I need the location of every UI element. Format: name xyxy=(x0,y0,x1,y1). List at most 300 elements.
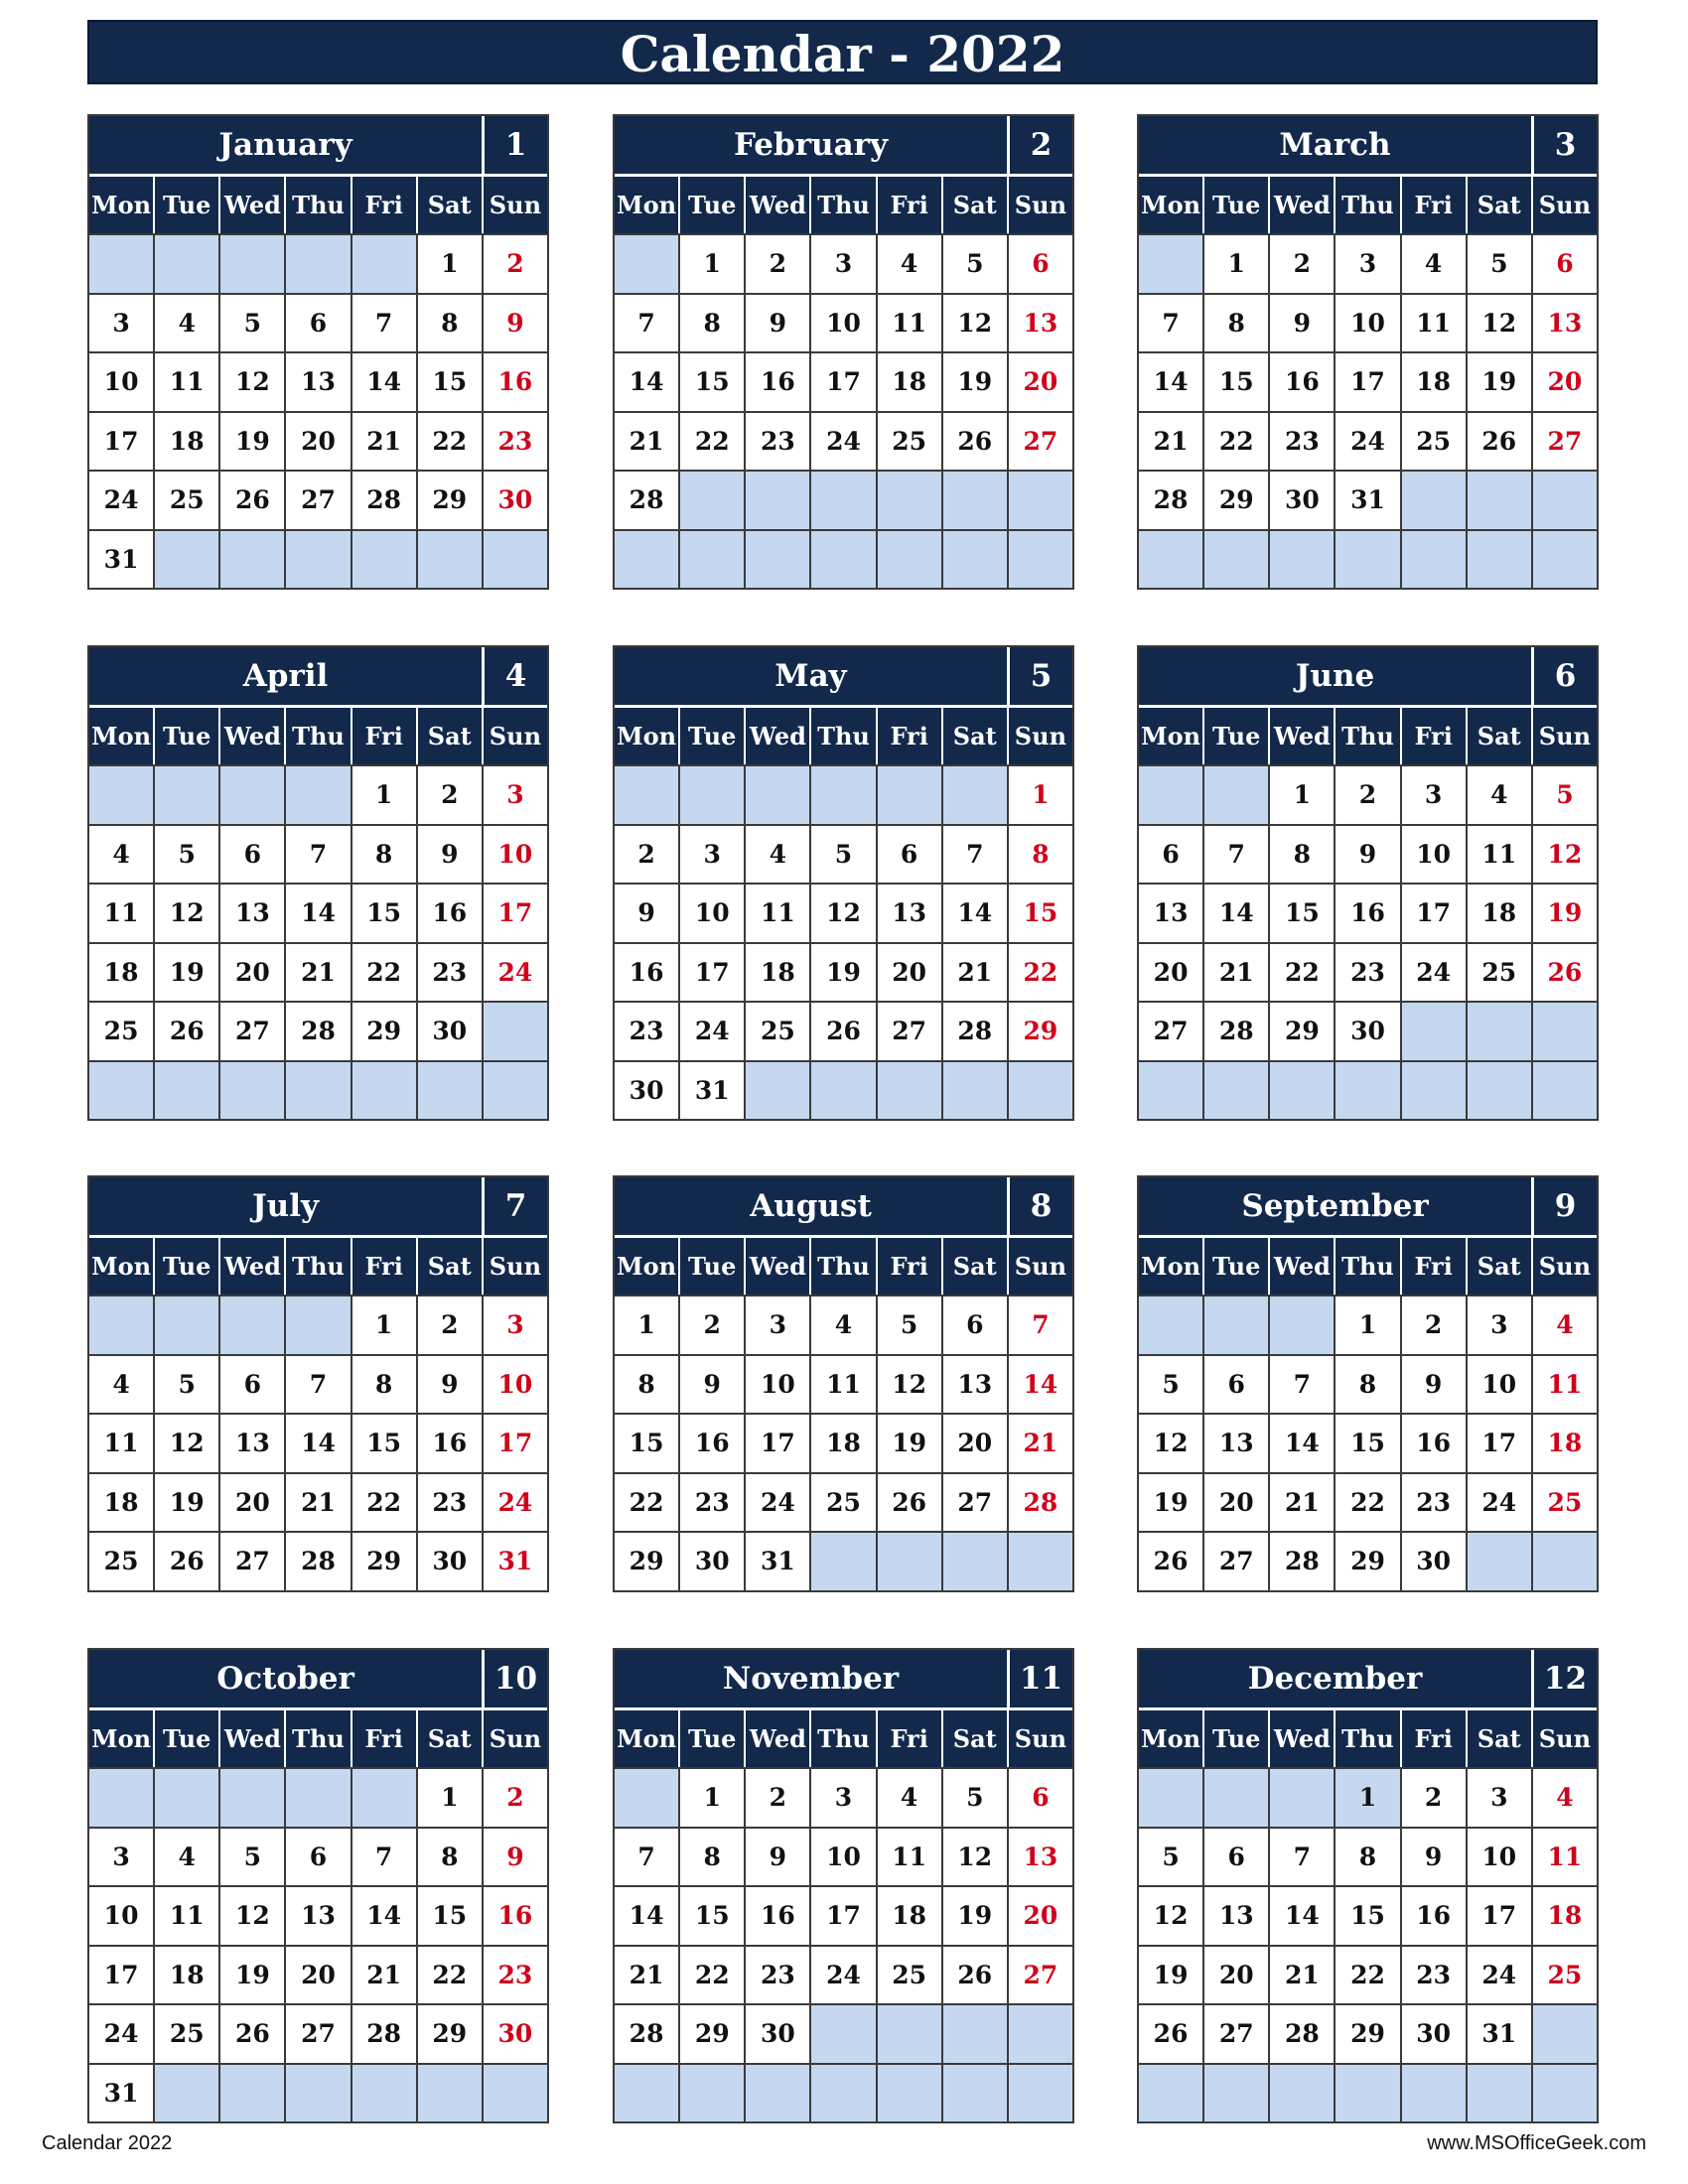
page-title: Calendar - 2022 xyxy=(87,20,1598,84)
footer-website-link[interactable]: www.MSOfficeGeek.com xyxy=(1427,2132,1646,2154)
empty-day-cell xyxy=(352,235,418,293)
day-cell: 11 xyxy=(878,1829,943,1886)
empty-day-cell xyxy=(1009,472,1072,529)
empty-day-cell xyxy=(220,1769,286,1827)
day-cell: 11 xyxy=(155,353,220,411)
weekday-tue: Tue xyxy=(1204,177,1270,233)
day-cell: 27 xyxy=(1023,426,1058,456)
week-row xyxy=(615,1885,1072,1945)
day-cell: 12 xyxy=(878,1356,943,1414)
day-cell: 30 xyxy=(615,1062,680,1120)
week-row xyxy=(1139,1472,1597,1532)
day-cell: 20 xyxy=(943,1415,1009,1472)
weekday-header-row xyxy=(1139,174,1597,233)
day-cell: 14 xyxy=(1270,1415,1336,1472)
empty-day-cell xyxy=(89,235,155,293)
weekday-tue: Tue xyxy=(155,1710,220,1767)
empty-day-cell xyxy=(811,766,877,824)
month-header xyxy=(89,1650,547,1707)
day-cell: 31 xyxy=(497,1547,533,1575)
day-cell: 18 xyxy=(1402,353,1468,411)
week-row xyxy=(1139,824,1597,884)
day-cell: 14 xyxy=(1023,1369,1058,1399)
day-cell: 18 xyxy=(1468,885,1533,942)
day-cell: 15 xyxy=(1336,1887,1401,1945)
day-cell: 26 xyxy=(155,1003,220,1060)
weekday-header-row xyxy=(615,174,1072,233)
day-cell: 20 xyxy=(1023,367,1058,396)
day-cell: 5 xyxy=(155,826,220,884)
day-cell: 9 xyxy=(506,308,524,338)
weekday-header-row xyxy=(89,705,547,764)
day-cell: 25 xyxy=(1547,1960,1583,1989)
empty-day-cell xyxy=(1468,1062,1533,1120)
weekday-tue: Tue xyxy=(1204,708,1270,764)
empty-day-cell xyxy=(1009,531,1072,589)
day-cell: 19 xyxy=(155,1474,220,1532)
day-cell: 2 xyxy=(506,249,524,278)
empty-day-cell xyxy=(878,2065,943,2122)
week-row xyxy=(89,2003,547,2063)
day-cell: 18 xyxy=(89,1474,155,1532)
empty-day-cell xyxy=(1533,1533,1597,1590)
empty-day-cell xyxy=(943,472,1009,529)
week-row xyxy=(615,942,1072,1002)
empty-day-cell xyxy=(1468,2065,1533,2122)
day-cell: 26 xyxy=(811,1003,877,1060)
day-cell: 1 xyxy=(615,1297,680,1354)
day-cell: 10 xyxy=(497,839,533,869)
day-cell: 8 xyxy=(1336,1829,1401,1886)
day-cell: 14 xyxy=(352,353,418,411)
day-cell: 10 xyxy=(1402,826,1468,884)
day-cell: 8 xyxy=(615,1356,680,1414)
weekday-sun: Sun xyxy=(1538,191,1592,219)
month-number: 12 xyxy=(1543,1661,1588,1697)
day-cell: 22 xyxy=(1023,957,1058,987)
day-cell: 14 xyxy=(286,1415,352,1472)
day-cell: 27 xyxy=(1204,1533,1270,1590)
day-cell: 22 xyxy=(352,1474,418,1532)
empty-day-cell xyxy=(1139,531,1204,589)
empty-day-cell xyxy=(1009,1062,1072,1120)
day-cell: 4 xyxy=(811,1297,877,1354)
week-row xyxy=(1139,942,1597,1002)
empty-day-cell xyxy=(811,2065,877,2122)
day-cell: 26 xyxy=(943,1947,1009,2004)
day-cell: 12 xyxy=(1139,1887,1204,1945)
weekday-wed: Wed xyxy=(746,708,811,764)
day-cell: 1 xyxy=(352,1297,418,1354)
week-row xyxy=(1139,1295,1597,1354)
day-cell: 12 xyxy=(1468,295,1533,352)
day-cell: 11 xyxy=(746,885,811,942)
day-cell: 15 xyxy=(418,1887,484,1945)
day-cell: 22 xyxy=(680,1947,746,2004)
day-cell: 14 xyxy=(1204,885,1270,942)
day-cell: 7 xyxy=(615,295,680,352)
day-cell: 21 xyxy=(1023,1429,1058,1457)
week-row xyxy=(615,1295,1072,1354)
day-cell: 24 xyxy=(89,2005,155,2063)
day-cell: 18 xyxy=(878,1887,943,1945)
day-cell: 16 xyxy=(497,1901,533,1930)
day-cell: 7 xyxy=(1270,1829,1336,1886)
empty-day-cell xyxy=(878,1533,943,1590)
month-name: October xyxy=(89,1650,485,1707)
weekday-sat: Sat xyxy=(418,708,484,764)
empty-day-cell xyxy=(878,1062,943,1120)
empty-day-cell xyxy=(89,766,155,824)
day-cell: 21 xyxy=(1139,413,1204,471)
day-cell: 9 xyxy=(1402,1356,1468,1414)
weekday-sun: Sun xyxy=(1014,1724,1067,1753)
day-cell: 17 xyxy=(497,898,533,927)
empty-day-cell xyxy=(220,531,286,589)
empty-day-cell xyxy=(418,2065,484,2122)
day-cell: 23 xyxy=(418,1474,484,1532)
month-december xyxy=(1137,1648,1599,2123)
empty-day-cell xyxy=(943,1062,1009,1120)
day-cell: 21 xyxy=(615,413,680,471)
day-cell: 25 xyxy=(1547,1487,1583,1517)
empty-day-cell xyxy=(220,235,286,293)
day-cell: 21 xyxy=(1204,944,1270,1002)
day-cell: 16 xyxy=(1270,353,1336,411)
empty-day-cell xyxy=(286,1062,352,1120)
day-cell: 13 xyxy=(1547,308,1583,338)
weekday-wed: Wed xyxy=(1270,177,1336,233)
month-number: 10 xyxy=(493,1661,538,1697)
day-cell: 17 xyxy=(1402,885,1468,942)
day-cell: 29 xyxy=(1270,1003,1336,1060)
week-row xyxy=(89,1945,547,2004)
weekday-header-row xyxy=(89,1707,547,1767)
weekday-tue: Tue xyxy=(1204,1238,1270,1295)
week-row xyxy=(89,824,547,884)
week-row xyxy=(1139,1885,1597,1945)
weekday-wed: Wed xyxy=(746,1238,811,1295)
day-cell: 29 xyxy=(1336,1533,1401,1590)
week-row xyxy=(1139,529,1597,589)
month-header xyxy=(615,1650,1072,1707)
day-cell: 24 xyxy=(811,413,877,471)
empty-day-cell xyxy=(220,1062,286,1120)
day-cell: 16 xyxy=(1402,1887,1468,1945)
weekday-mon: Mon xyxy=(89,708,155,764)
day-cell: 20 xyxy=(220,1474,286,1532)
day-cell: 19 xyxy=(1139,1947,1204,2004)
day-cell: 22 xyxy=(680,413,746,471)
empty-day-cell xyxy=(220,2065,286,2122)
day-cell: 18 xyxy=(878,353,943,411)
day-cell: 28 xyxy=(1270,2005,1336,2063)
week-row xyxy=(89,351,547,411)
day-cell: 22 xyxy=(1270,944,1336,1002)
day-cell: 1 xyxy=(418,235,484,293)
day-cell: 17 xyxy=(1336,353,1401,411)
day-cell: 3 xyxy=(811,235,877,293)
empty-day-cell xyxy=(746,766,811,824)
month-number: 2 xyxy=(1030,127,1053,163)
day-cell: 31 xyxy=(746,1533,811,1590)
empty-day-cell xyxy=(1204,1769,1270,1827)
day-cell: 5 xyxy=(155,1356,220,1414)
day-cell: 16 xyxy=(418,1415,484,1472)
day-cell: 22 xyxy=(1204,413,1270,471)
weekday-sat: Sat xyxy=(418,177,484,233)
day-cell: 1 xyxy=(1204,235,1270,293)
weekday-tue: Tue xyxy=(155,177,220,233)
empty-day-cell xyxy=(1270,1769,1336,1827)
weekday-sat: Sat xyxy=(1468,708,1533,764)
day-cell: 29 xyxy=(1336,2005,1401,2063)
weekday-tue: Tue xyxy=(680,177,746,233)
day-cell: 25 xyxy=(878,1947,943,2004)
week-row xyxy=(1139,2003,1597,2063)
empty-day-cell xyxy=(1336,2065,1401,2122)
week-row xyxy=(615,351,1072,411)
day-cell: 11 xyxy=(1402,295,1468,352)
empty-day-cell xyxy=(811,1062,877,1120)
day-cell: 29 xyxy=(352,1533,418,1590)
day-cell: 28 xyxy=(615,2005,680,2063)
day-cell: 4 xyxy=(878,235,943,293)
weekday-tue: Tue xyxy=(1204,1710,1270,1767)
empty-day-cell xyxy=(155,1062,220,1120)
day-cell: 5 xyxy=(811,826,877,884)
day-cell: 3 xyxy=(89,1829,155,1886)
empty-day-cell xyxy=(155,1769,220,1827)
day-cell: 6 xyxy=(878,826,943,884)
day-cell: 4 xyxy=(1468,766,1533,824)
day-cell: 29 xyxy=(680,2005,746,2063)
day-cell: 24 xyxy=(89,472,155,529)
week-row xyxy=(615,1001,1072,1060)
day-cell: 2 xyxy=(746,235,811,293)
weekday-fri: Fri xyxy=(1402,1238,1468,1295)
day-cell: 23 xyxy=(746,413,811,471)
empty-day-cell xyxy=(89,1062,155,1120)
day-cell: 23 xyxy=(746,1947,811,2004)
day-cell: 19 xyxy=(155,944,220,1002)
day-cell: 3 xyxy=(506,1310,524,1339)
weekday-wed: Wed xyxy=(220,177,286,233)
day-cell: 31 xyxy=(1336,472,1401,529)
day-cell: 29 xyxy=(352,1003,418,1060)
empty-day-cell xyxy=(1533,1003,1597,1060)
day-cell: 6 xyxy=(220,826,286,884)
day-cell: 20 xyxy=(1547,367,1583,396)
weekday-thu: Thu xyxy=(1336,177,1401,233)
month-february xyxy=(613,114,1074,590)
day-cell: 28 xyxy=(943,1003,1009,1060)
week-row xyxy=(89,1413,547,1472)
weekday-sat: Sat xyxy=(1468,1710,1533,1767)
day-cell: 8 xyxy=(680,295,746,352)
weekday-mon: Mon xyxy=(1139,177,1204,233)
day-cell: 14 xyxy=(615,1887,680,1945)
day-cell: 5 xyxy=(1556,780,1574,809)
day-cell: 14 xyxy=(352,1887,418,1945)
week-row xyxy=(89,764,547,824)
day-cell: 28 xyxy=(1270,1533,1336,1590)
month-header xyxy=(1139,116,1597,174)
weekday-wed: Wed xyxy=(1270,1238,1336,1295)
day-cell: 18 xyxy=(1547,1901,1583,1930)
weekday-wed: Wed xyxy=(220,1710,286,1767)
empty-day-cell xyxy=(1533,472,1597,529)
day-cell: 6 xyxy=(1204,1829,1270,1886)
day-cell: 28 xyxy=(286,1003,352,1060)
empty-day-cell xyxy=(1139,235,1204,293)
empty-day-cell xyxy=(89,1769,155,1827)
day-cell: 7 xyxy=(286,1356,352,1414)
week-row xyxy=(615,1827,1072,1886)
weekday-mon: Mon xyxy=(89,1710,155,1767)
day-cell: 10 xyxy=(497,1369,533,1399)
day-cell: 20 xyxy=(1023,1901,1058,1930)
day-cell: 21 xyxy=(352,413,418,471)
day-cell: 2 xyxy=(1270,235,1336,293)
weekday-fri: Fri xyxy=(878,177,943,233)
month-number: 7 xyxy=(504,1188,527,1224)
day-cell: 18 xyxy=(155,413,220,471)
day-cell: 11 xyxy=(89,1415,155,1472)
week-row xyxy=(89,1472,547,1532)
day-cell: 31 xyxy=(89,531,155,589)
weekday-sun: Sun xyxy=(1538,722,1592,751)
day-cell: 9 xyxy=(615,885,680,942)
day-cell: 15 xyxy=(1023,898,1058,927)
weekday-mon: Mon xyxy=(89,177,155,233)
day-cell: 4 xyxy=(746,826,811,884)
day-cell: 17 xyxy=(1468,1887,1533,1945)
day-cell: 12 xyxy=(220,353,286,411)
empty-day-cell xyxy=(1468,531,1533,589)
empty-day-cell xyxy=(615,2065,680,2122)
week-row xyxy=(615,2063,1072,2122)
day-cell: 9 xyxy=(746,295,811,352)
week-row xyxy=(615,883,1072,942)
day-cell: 30 xyxy=(746,2005,811,2063)
day-cell: 23 xyxy=(615,1003,680,1060)
empty-day-cell xyxy=(352,1769,418,1827)
day-cell: 10 xyxy=(1468,1829,1533,1886)
day-cell: 7 xyxy=(943,826,1009,884)
empty-day-cell xyxy=(1533,2005,1597,2063)
day-cell: 4 xyxy=(878,1769,943,1827)
weekday-mon: Mon xyxy=(615,177,680,233)
empty-day-cell xyxy=(1204,1062,1270,1120)
weekday-sat: Sat xyxy=(943,1238,1009,1295)
empty-day-cell xyxy=(878,766,943,824)
day-cell: 20 xyxy=(1204,1474,1270,1532)
empty-day-cell xyxy=(1402,1003,1468,1060)
empty-day-cell xyxy=(286,531,352,589)
month-name: August xyxy=(615,1177,1010,1235)
week-row xyxy=(89,411,547,471)
day-cell: 26 xyxy=(155,1533,220,1590)
day-cell: 27 xyxy=(1139,1003,1204,1060)
day-cell: 5 xyxy=(220,1829,286,1886)
weekday-sun: Sun xyxy=(1538,1252,1592,1281)
weekday-sun: Sun xyxy=(489,722,542,751)
empty-day-cell xyxy=(484,2065,547,2122)
day-cell: 2 xyxy=(418,1297,484,1354)
day-cell: 29 xyxy=(418,2005,484,2063)
day-cell: 27 xyxy=(878,1003,943,1060)
empty-day-cell xyxy=(1402,531,1468,589)
empty-day-cell xyxy=(680,2065,746,2122)
empty-day-cell xyxy=(1204,766,1270,824)
week-row xyxy=(615,2003,1072,2063)
day-cell: 1 xyxy=(680,1769,746,1827)
week-row xyxy=(1139,1001,1597,1060)
day-cell: 12 xyxy=(155,885,220,942)
empty-day-cell xyxy=(1009,2065,1072,2122)
day-cell: 2 xyxy=(615,826,680,884)
weekday-thu: Thu xyxy=(1336,1238,1401,1295)
weekday-fri: Fri xyxy=(878,708,943,764)
month-number: 1 xyxy=(504,127,527,163)
day-cell: 15 xyxy=(352,885,418,942)
day-cell: 15 xyxy=(418,353,484,411)
empty-day-cell xyxy=(680,766,746,824)
day-cell: 15 xyxy=(1204,353,1270,411)
day-cell: 8 xyxy=(1032,839,1050,869)
day-cell: 29 xyxy=(1204,472,1270,529)
empty-day-cell xyxy=(811,1533,877,1590)
day-cell: 20 xyxy=(1204,1947,1270,2004)
weekday-wed: Wed xyxy=(1270,1710,1336,1767)
day-cell: 5 xyxy=(1139,1356,1204,1414)
day-cell: 23 xyxy=(497,1960,533,1989)
month-header xyxy=(89,647,547,705)
day-cell: 20 xyxy=(220,944,286,1002)
month-number: 11 xyxy=(1019,1661,1063,1697)
day-cell: 1 xyxy=(1270,766,1336,824)
day-cell: 16 xyxy=(615,944,680,1002)
weekday-header-row xyxy=(89,174,547,233)
month-september xyxy=(1137,1175,1599,1592)
day-cell: 17 xyxy=(680,944,746,1002)
day-cell: 19 xyxy=(220,413,286,471)
empty-day-cell xyxy=(286,766,352,824)
day-cell: 25 xyxy=(811,1474,877,1532)
day-cell: 6 xyxy=(943,1297,1009,1354)
day-cell: 7 xyxy=(1032,1310,1050,1339)
day-cell: 10 xyxy=(811,1829,877,1886)
day-cell: 13 xyxy=(286,353,352,411)
month-number: 8 xyxy=(1030,1188,1053,1224)
weekday-sun: Sun xyxy=(489,1252,542,1281)
day-cell: 21 xyxy=(286,944,352,1002)
empty-day-cell xyxy=(811,2005,877,2063)
weekday-sun: Sun xyxy=(489,191,542,219)
day-cell: 17 xyxy=(1468,1415,1533,1472)
day-cell: 1 xyxy=(1336,1297,1401,1354)
day-cell: 18 xyxy=(811,1415,877,1472)
day-cell: 3 xyxy=(746,1297,811,1354)
month-name: December xyxy=(1139,1650,1534,1707)
day-cell: 8 xyxy=(352,826,418,884)
week-row xyxy=(1139,1354,1597,1414)
week-row xyxy=(89,529,547,589)
day-cell: 16 xyxy=(1336,885,1401,942)
empty-day-cell xyxy=(1270,2065,1336,2122)
day-cell: 27 xyxy=(286,2005,352,2063)
